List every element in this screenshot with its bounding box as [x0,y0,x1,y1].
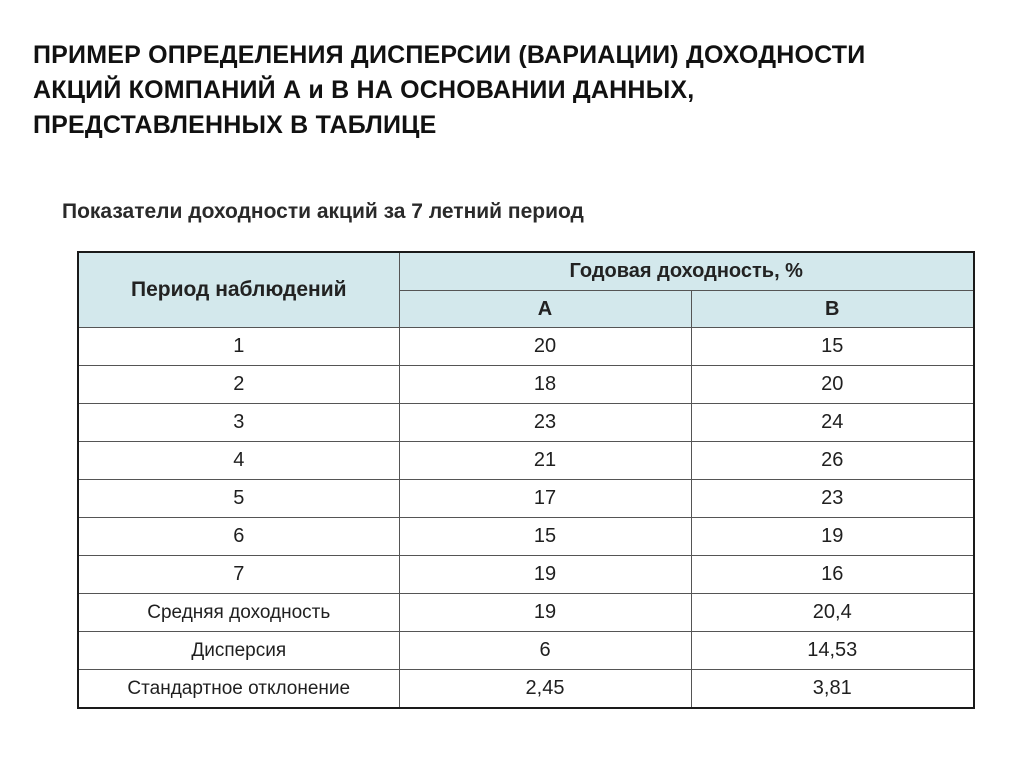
page-title-line-3: ПРЕДСТАВЛЕННЫХ В ТАБЛИЦЕ [33,111,437,139]
column-header-b: В [691,291,974,328]
yield-b-cell: 19 [691,518,974,556]
period-cell: 6 [78,518,399,556]
page-title [33,38,993,143]
period-cell: 5 [78,480,399,518]
period-column-header: Период наблюдений [78,252,399,328]
summary-a-cell: 6 [399,632,691,670]
column-header-a: А [399,291,691,328]
annual-yield-header: Годовая доходность, % [399,252,974,291]
yield-a-cell: 21 [399,442,691,480]
period-cell: 3 [78,404,399,442]
period-cell: 7 [78,556,399,594]
std-deviation-row [78,670,974,709]
table-row [78,556,974,594]
yield-a-cell: 18 [399,366,691,404]
yield-b-cell: 15 [691,328,974,366]
yield-b-cell: 20 [691,366,974,404]
yield-a-cell: 23 [399,404,691,442]
period-cell: 4 [78,442,399,480]
page-title-line-1: ПРИМЕР ОПРЕДЕЛЕНИЯ ДИСПЕРСИИ (ВАРИАЦИИ) ДОХОДНОСТИ [33,41,866,69]
returns-table [77,251,975,709]
summary-a-cell: 2,45 [399,670,691,709]
summary-label-cell: Стандартное отклонение [78,670,399,709]
summary-b-cell: 3,81 [691,670,974,709]
table-row [78,328,974,366]
summary-label-cell: Дисперсия [78,632,399,670]
summary-b-cell: 14,53 [691,632,974,670]
summary-label-cell: Средняя доходность [78,594,399,632]
summary-b-cell: 20,4 [691,594,974,632]
yield-b-cell: 23 [691,480,974,518]
table-body [78,328,974,709]
yield-a-cell: 15 [399,518,691,556]
yield-a-cell: 17 [399,480,691,518]
table-row [78,442,974,480]
yield-b-cell: 24 [691,404,974,442]
period-cell: 2 [78,366,399,404]
table-row [78,518,974,556]
table-row [78,366,974,404]
yield-a-cell: 19 [399,556,691,594]
header-row-1 [78,252,974,291]
variance-row [78,632,974,670]
yield-a-cell: 20 [399,328,691,366]
mean-return-row [78,594,974,632]
period-cell: 1 [78,328,399,366]
table-caption: Показатели доходности акций за 7 летний период [62,200,584,223]
table-row [78,480,974,518]
table-row [78,404,974,442]
yield-b-cell: 26 [691,442,974,480]
yield-b-cell: 16 [691,556,974,594]
table-header [78,252,974,328]
page-title-line-2: АКЦИЙ КОМПАНИЙ А и В НА ОСНОВАНИИ ДАННЫХ, [33,76,695,104]
summary-a-cell: 19 [399,594,691,632]
